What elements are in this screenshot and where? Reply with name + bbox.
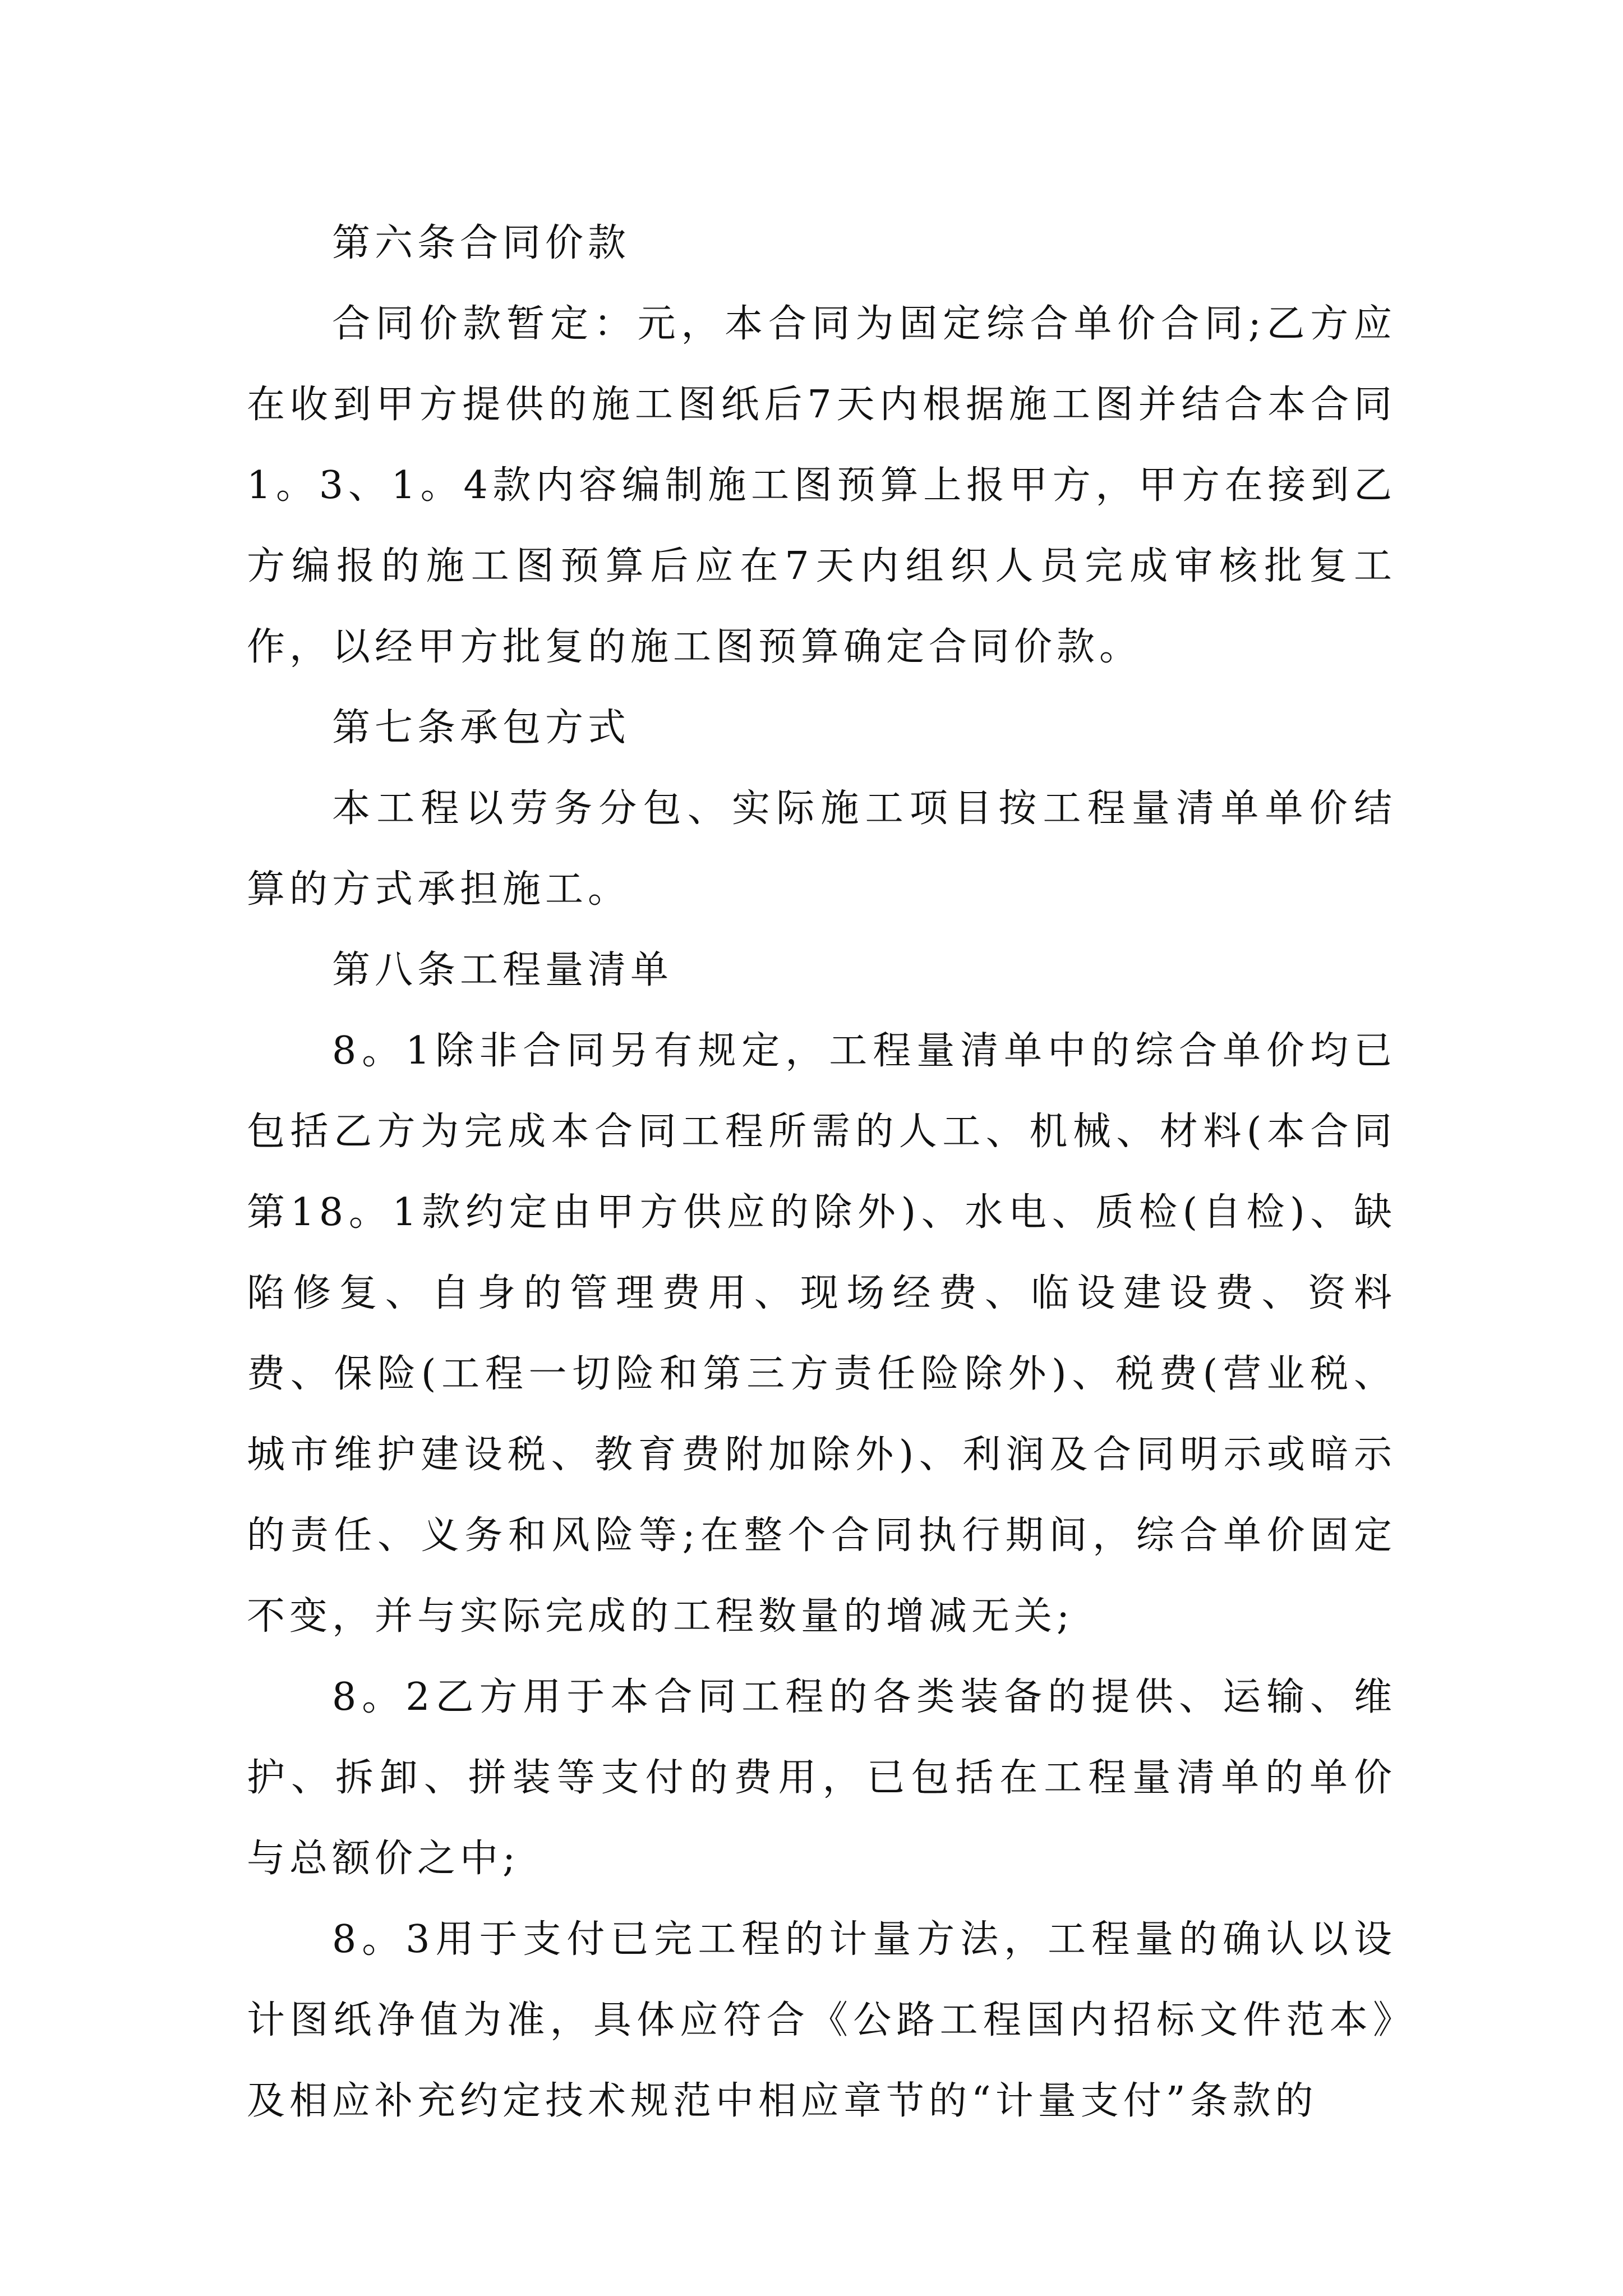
- document-body: [247, 203, 1396, 2142]
- paragraph-clause-8-2: 8。2乙方用于本合同工程的各类装备的提供、运输、维护、拆卸、拼装等支付的费用，已包括在工程量清单的单价与总额价之中;: [247, 1675, 1396, 1881]
- paragraph-clause-8-3: 8。3用于支付已完工程的计量方法，工程量的确认以设计图纸净值为准，具体应符合《公路工程国内招标文件范本》及相应补充约定技术规范中相应章节的“计量支付”条款的: [247, 1917, 1396, 2123]
- heading-article-6: 第六条合同价款: [332, 221, 631, 265]
- heading-article-8: 第八条工程量清单: [332, 948, 674, 992]
- paragraph-contract-price: 合同价款暂定：元，本合同为固定综合单价合同;乙方应在收到甲方提供的施工图纸后7天内根据施工图并结合本合同1。3、1。4款内容编制施工图预算上报甲方，甲方在接到乙方编报的施工图预算后应在7天内组织人员完成审核批复工作，以经甲方批复的施工图预算确定合同价款。: [247, 302, 1396, 669]
- heading-article-7: 第七条承包方式: [332, 706, 631, 750]
- paragraph-contracting-method: 本工程以劳务分包、实际施工项目按工程量清单单价结算的方式承担施工。: [247, 786, 1396, 912]
- paragraph-clause-8-1: 8。1除非合同另有规定，工程量清单中的综合单价均已包括乙方为完成本合同工程所需的人工、机械、材料(本合同第18。1款约定由甲方供应的除外)、水电、质检(自检)、缺陷修复、自身的管理费用、现场经费、临设建设费、资料费、保险(工程一切险和第三方责任险除外)、税费(营业税、城市维护建设税、教育费附加除外)、利润及合同明示或暗示的责任、义务和风险等;在整个合同执行期间，综合单价固定不变，并与实际完成的工程数量的增减无关;: [247, 1029, 1396, 1639]
